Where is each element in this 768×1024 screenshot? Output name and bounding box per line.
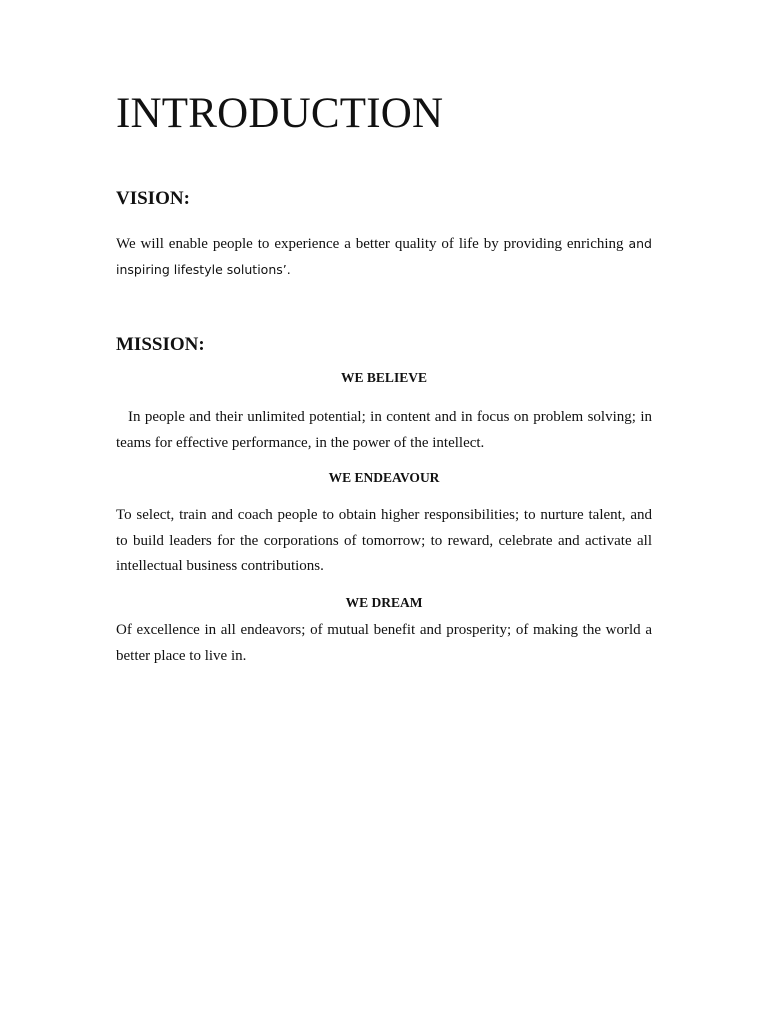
we-believe-text: In people and their unlimited potential; in content and in focus on problem solving; in teams for effective performance, in the power of the intellect. [116,409,652,451]
we-dream-heading: WE DREAM [345,595,423,610]
vision-text-part2: and inspiring lifestyle solutions’. [116,236,652,277]
vision-text-part1: We will enable people to experience a better quality of life by providing enriching [116,236,624,252]
we-endeavour-text: To select, train and coach people to obtain higher responsibilities; to nurture talent, and to build leaders for the corporations of tomorrow; to reward, celebrate and activate all intellectual business contributions. [116,507,652,574]
we-endeavour-heading: WE ENDEAVOUR [328,470,440,485]
we-believe-heading: WE BELIEVE [341,370,427,385]
vision-text [116,231,652,283]
vision-heading: VISION: [116,188,190,209]
page-title: INTRODUCTION [116,90,444,137]
mission-heading: MISSION: [116,334,205,355]
we-dream-text: Of excellence in all endeavors; of mutual benefit and prosperity; of making the world a better place to live in. [116,622,652,664]
